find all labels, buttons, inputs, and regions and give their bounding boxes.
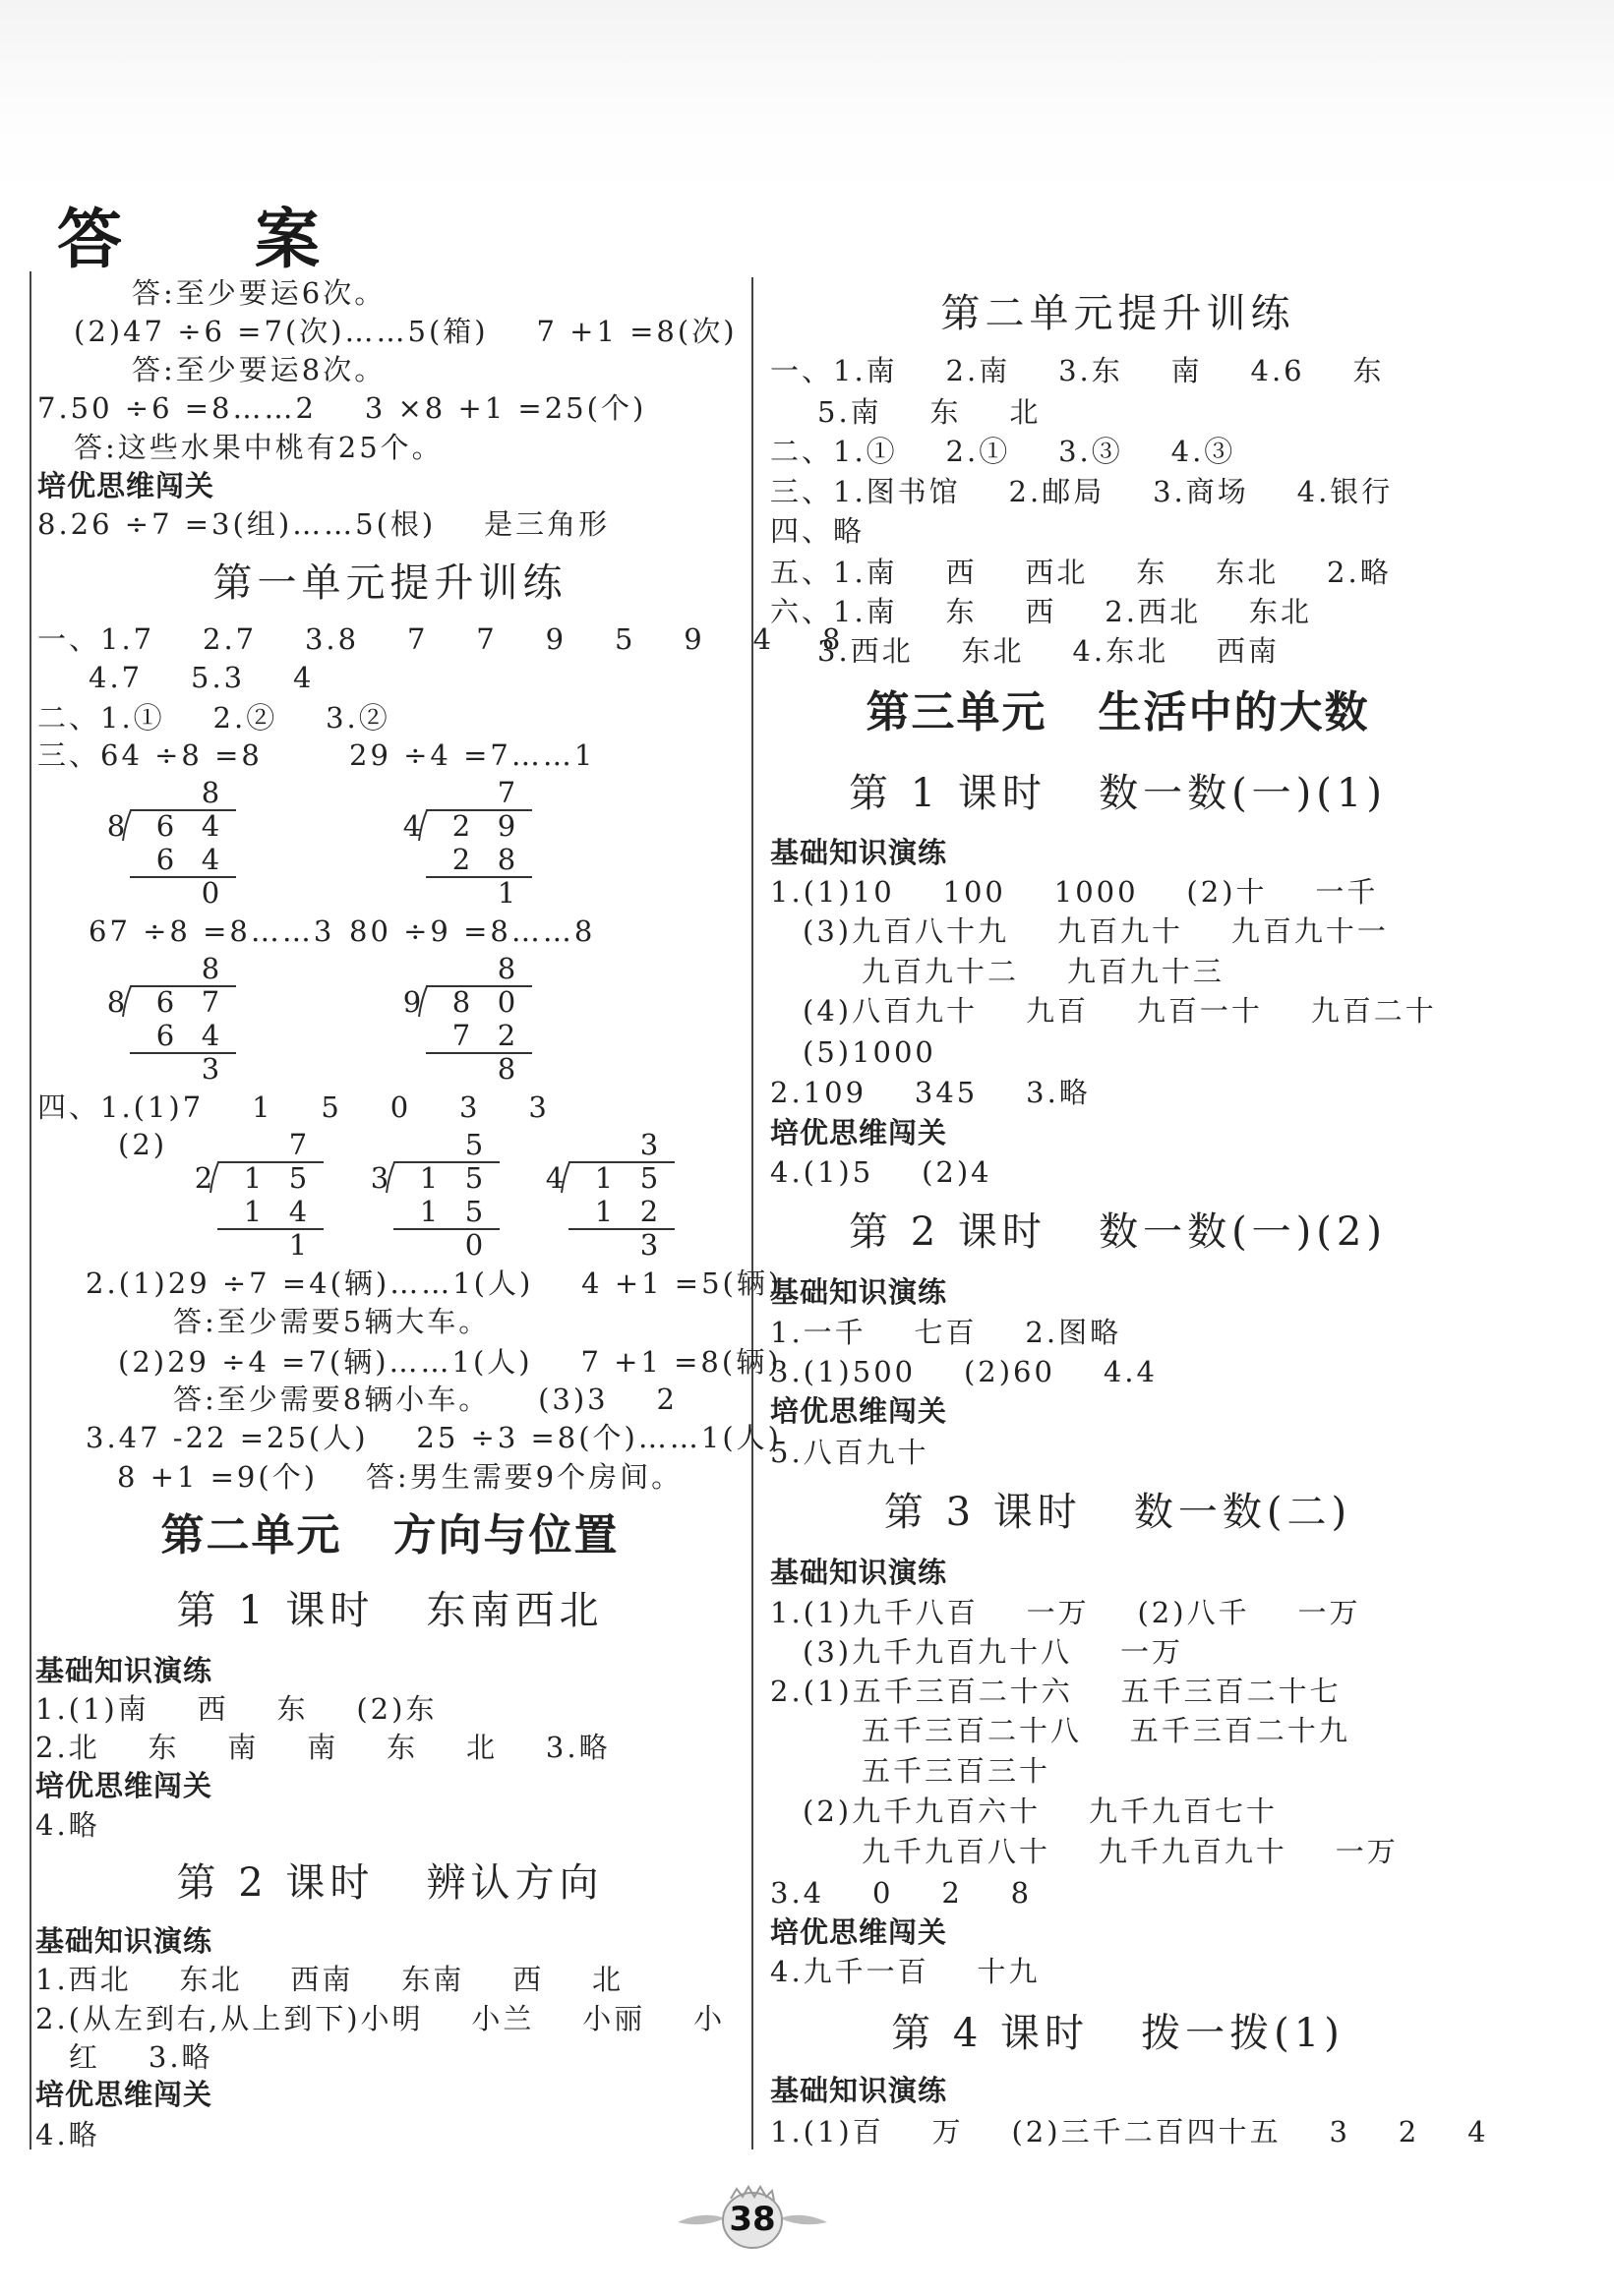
answer-line: 三、64 ÷8 =8 xyxy=(37,738,263,772)
long-division xyxy=(543,1128,681,1262)
lesson-heading: 第 2 课时 辨认方向 xyxy=(176,1860,604,1906)
answer-line: 8.26 ÷7 =3(组)……5(根) 是三角形 xyxy=(37,507,611,541)
lesson-heading: 第 4 课时 拨一拨(1) xyxy=(891,2011,1345,2056)
answer-line: 5.八百九十 xyxy=(770,1436,929,1469)
answer-line: 3.(1)500 (2)60 4.4 xyxy=(770,1355,1158,1388)
answer-line: 二、1.① 2.① 3.③ 4.③ xyxy=(770,435,1236,468)
remainder: 3 xyxy=(639,1228,659,1262)
answer-line: 答:至少需要8辆小车。 (3)3 2 xyxy=(173,1383,678,1416)
answer-line: 4.略 xyxy=(35,2118,100,2151)
answer-line: 1.(1)百 万 (2)三千二百四十五 3 2 4 xyxy=(770,2115,1489,2149)
page-number: 38 xyxy=(729,2200,776,2239)
answer-line: 2.(从左到右,从上到下)小明 小兰 小丽 小 xyxy=(35,2002,726,2035)
product-digit: 5 xyxy=(464,1195,484,1228)
section-label: 基础知识演练 xyxy=(35,1654,213,1687)
dividend-digit: 1 xyxy=(594,1161,614,1195)
quotient: 8 xyxy=(201,952,220,985)
product-digit: 4 xyxy=(201,1019,220,1052)
product-digit: 1 xyxy=(243,1195,263,1228)
long-division xyxy=(104,776,242,910)
lesson-heading: 第 1 课时 数一数(一)(1) xyxy=(849,771,1387,816)
answer-line: (2) xyxy=(118,1128,168,1161)
dividend-digit: 5 xyxy=(288,1161,308,1195)
section-label: 基础知识演练 xyxy=(770,2074,948,2107)
answer-line: 四、1.(1)7 1 5 0 3 3 xyxy=(37,1090,550,1124)
divisor: 8 xyxy=(106,985,126,1019)
quotient: 5 xyxy=(464,1128,484,1161)
answer-line: 红 3.略 xyxy=(69,2040,213,2074)
answer-line: 2.109 345 3.略 xyxy=(770,1076,1091,1109)
answer-line: 1.(1)10 100 1000 (2)十 一千 xyxy=(770,875,1379,909)
lesson-heading: 第 1 课时 东南西北 xyxy=(176,1588,604,1633)
product-digit: 2 xyxy=(639,1195,659,1228)
divisor: 8 xyxy=(106,809,126,843)
long-division xyxy=(104,952,242,1086)
remainder: 0 xyxy=(201,876,220,910)
remainder: 1 xyxy=(497,876,516,910)
product-digit: 6 xyxy=(155,843,175,876)
section-label: 培优思维闯关 xyxy=(35,1769,213,1802)
answer-line: 一、1.南 2.南 3.东 南 4.6 东 xyxy=(770,354,1385,387)
divisor: 4 xyxy=(545,1161,565,1195)
dividend-digit: 8 xyxy=(451,985,471,1019)
remainder: 0 xyxy=(464,1228,484,1262)
answer-line: 六、1.南 东 西 2.西北 东北 xyxy=(770,595,1312,628)
quotient: 7 xyxy=(497,776,516,809)
divisor: 3 xyxy=(370,1161,389,1195)
answer-line: 4.九千一百 十九 xyxy=(770,1955,1041,1988)
long-division xyxy=(368,1128,506,1262)
left-margin-rule xyxy=(30,271,31,2149)
product-digit: 1 xyxy=(419,1195,439,1228)
section-label: 培优思维闯关 xyxy=(770,1116,948,1149)
section-label: 基础知识演练 xyxy=(770,1275,948,1309)
answer-line: 4.7 5.3 4 xyxy=(89,661,315,694)
answer-line: 1.(1)九千八百 一万 (2)八千 一万 xyxy=(770,1596,1361,1629)
answer-line: 29 ÷4 =7……1 xyxy=(349,738,596,772)
long-division xyxy=(192,1128,329,1262)
product-digit: 6 xyxy=(155,1019,175,1052)
answer-line: 二、1.① 2.② 3.② xyxy=(37,701,390,735)
remainder: 3 xyxy=(201,1052,220,1086)
remainder: 8 xyxy=(497,1052,516,1086)
lesson-heading: 第 2 课时 数一数(一)(2) xyxy=(849,1209,1387,1255)
product-digit: 7 xyxy=(451,1019,471,1052)
answer-line: 九千九百八十 九千九百九十 一万 xyxy=(862,1835,1399,1868)
product-digit: 4 xyxy=(288,1195,308,1228)
product-digit: 2 xyxy=(451,843,471,876)
unit-review-heading: 第一单元提升训练 xyxy=(212,560,568,606)
dividend-digit: 0 xyxy=(497,985,516,1019)
answer-line: 8 +1 =9(个) 答:男生需要9个房间。 xyxy=(117,1460,684,1494)
answer-line: (3)九千九百九十八 一万 xyxy=(803,1635,1183,1669)
product-digit: 2 xyxy=(497,1019,516,1052)
answer-line: 1.(1)南 西 东 (2)东 xyxy=(35,1692,438,1726)
lesson-heading: 第 3 课时 数一数(二) xyxy=(883,1490,1352,1535)
answer-line: 九百九十二 九百九十三 xyxy=(862,955,1225,988)
long-division xyxy=(400,776,538,910)
answer-line: 4.(1)5 (2)4 xyxy=(770,1155,992,1189)
unit-heading: 第二单元 方向与位置 xyxy=(160,1510,620,1560)
dividend-digit: 1 xyxy=(243,1161,263,1195)
answer-line: (3)九百八十九 九百九十 九百九十一 xyxy=(803,914,1389,948)
section-label: 培优思维闯关 xyxy=(770,1394,948,1428)
section-label: 培优思维闯关 xyxy=(770,1915,948,1949)
answer-line: 80 ÷9 =8……8 xyxy=(349,914,596,948)
answer-line: (2)47 ÷6 =7(次)……5(箱) 7 +1 =8(次) xyxy=(74,315,738,348)
product-digit: 8 xyxy=(497,843,516,876)
divisor: 4 xyxy=(402,809,422,843)
answer-line: 五、1.南 西 西北 东 东北 2.略 xyxy=(770,556,1392,589)
answer-line: (2)29 ÷4 =7(辆)……1(人) 7 +1 =8(辆) xyxy=(118,1345,782,1379)
dividend-digit: 6 xyxy=(155,985,175,1019)
answer-line: 答:这些水果中桃有25个。 xyxy=(74,431,444,464)
unit-review-heading: 第二单元提升训练 xyxy=(940,291,1295,336)
section-label: 基础知识演练 xyxy=(770,836,948,869)
answer-line: (4)八百九十 九百 九百一十 九百二十 xyxy=(803,994,1437,1028)
dividend-digit: 4 xyxy=(201,809,220,843)
answer-line: 2.(1)五千三百二十六 五千三百二十七 xyxy=(770,1675,1342,1708)
answer-line: (5)1000 xyxy=(803,1035,936,1069)
answer-line: 五千三百二十八 五千三百二十九 xyxy=(862,1714,1350,1747)
dividend-digit: 1 xyxy=(419,1161,439,1195)
answer-line: 一、1.7 2.7 3.8 7 7 9 5 9 4 8 xyxy=(37,622,844,656)
answer-line: 三、1.图书馆 2.邮局 3.商场 4.银行 xyxy=(770,475,1394,508)
answer-line: 1.一千 七百 2.图略 xyxy=(770,1316,1122,1349)
answer-line: 7.50 ÷6 =8……2 3 ×8 +1 =25(个) xyxy=(37,391,647,425)
answer-line: 3.4 0 2 8 xyxy=(770,1876,1033,1910)
dividend-digit: 9 xyxy=(497,809,516,843)
answer-line: 3.47 -22 =25(人) 25 ÷3 =8(个)……1(人) xyxy=(86,1421,782,1454)
divisor: 9 xyxy=(402,985,422,1019)
answer-line: 四、略 xyxy=(770,514,866,548)
section-label: 基础知识演练 xyxy=(770,1556,948,1589)
page-title: 答 案 xyxy=(57,202,375,277)
answer-line: 答:至少要运8次。 xyxy=(132,353,387,386)
section-label: 培优思维闯关 xyxy=(35,2078,213,2111)
product-digit: 4 xyxy=(201,843,220,876)
section-label: 基础知识演练 xyxy=(35,1924,213,1958)
answer-line: 2.(1)29 ÷7 =4(辆)……1(人) 4 +1 =5(辆) xyxy=(86,1266,783,1300)
quotient: 7 xyxy=(288,1128,308,1161)
quotient: 8 xyxy=(201,776,220,809)
dividend-digit: 7 xyxy=(201,985,220,1019)
quotient: 3 xyxy=(639,1128,659,1161)
dividend-digit: 5 xyxy=(639,1161,659,1195)
answer-line: 4.略 xyxy=(35,1808,100,1842)
divisor: 2 xyxy=(194,1161,213,1195)
answer-line: 答:至少需要5辆大车。 xyxy=(173,1305,491,1338)
answer-line: 5.南 东 北 xyxy=(817,395,1042,429)
unit-heading: 第三单元 生活中的大数 xyxy=(866,687,1370,737)
quotient: 8 xyxy=(497,952,516,985)
column-divider xyxy=(751,277,753,2149)
page-number-badge xyxy=(674,2185,831,2254)
answer-line: 答:至少要运6次。 xyxy=(132,276,387,310)
long-division xyxy=(400,952,538,1086)
section-label: 培优思维闯关 xyxy=(37,469,215,502)
dividend-digit: 2 xyxy=(451,809,471,843)
remainder: 1 xyxy=(288,1228,308,1262)
dividend-digit: 5 xyxy=(464,1161,484,1195)
answer-line: 1.西北 东北 西南 东南 西 北 xyxy=(35,1963,625,1996)
answer-line: 五千三百三十 xyxy=(862,1754,1051,1788)
answer-line: 67 ÷8 =8……3 xyxy=(89,914,335,948)
product-digit: 1 xyxy=(594,1195,614,1228)
dividend-digit: 6 xyxy=(155,809,175,843)
answer-line: 3.西北 东北 4.东北 西南 xyxy=(817,634,1280,668)
answer-line: (2)九千九百六十 九千九百七十 xyxy=(803,1795,1278,1828)
answer-line: 2.北 东 南 南 东 北 3.略 xyxy=(35,1731,611,1764)
